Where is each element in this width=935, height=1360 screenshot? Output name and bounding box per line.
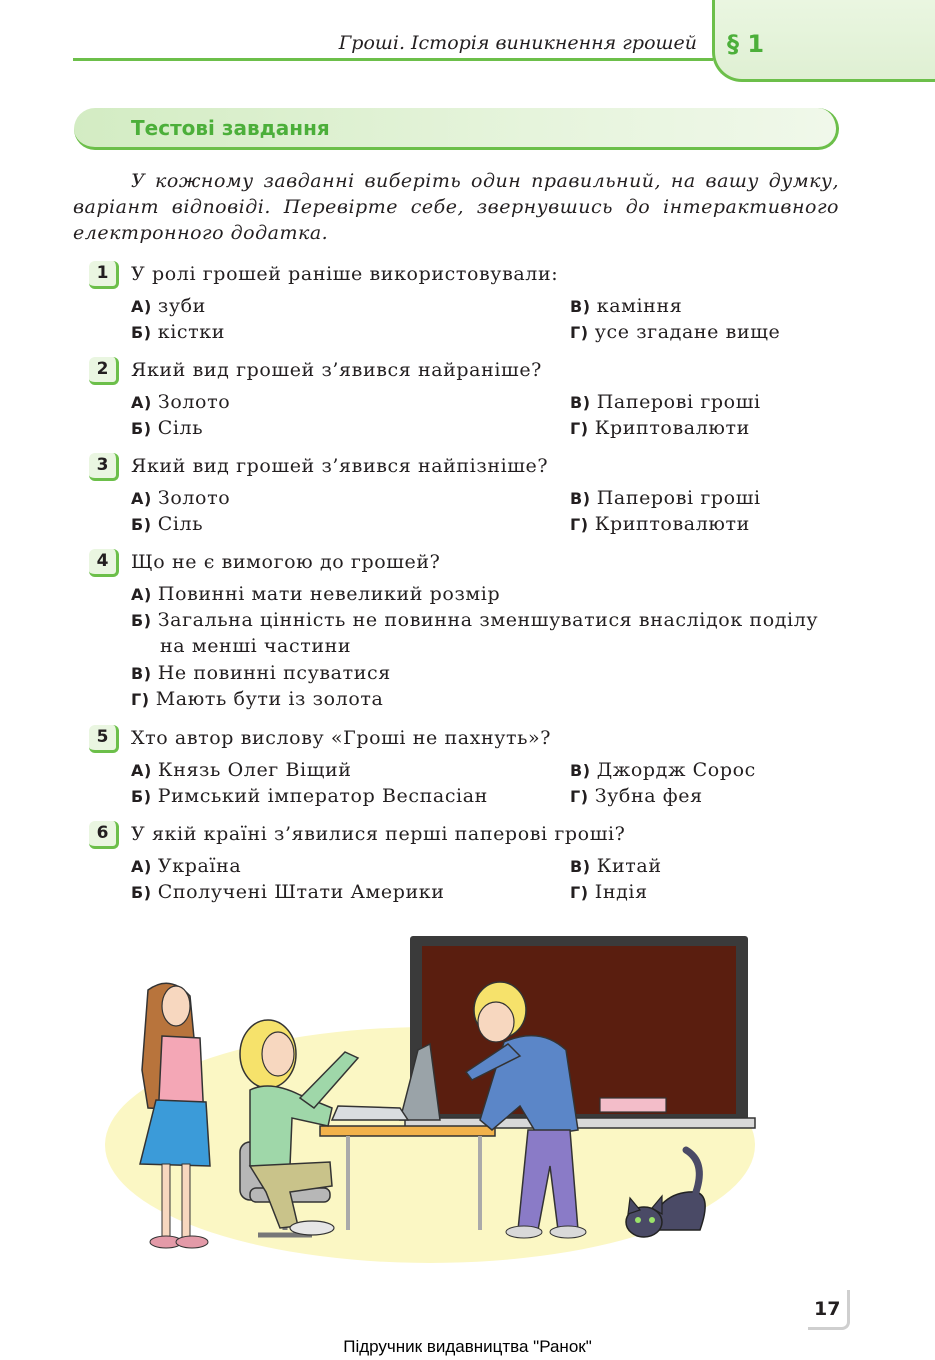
answer-text: Не повинні псуватися [157, 662, 391, 684]
answer-option[interactable] [131, 321, 225, 343]
answer-text: Індія [594, 881, 648, 903]
answer-option[interactable] [570, 391, 761, 413]
answer-text: Сполучені Штати Америки [157, 881, 445, 903]
answer-letter: А) [131, 489, 152, 508]
answer-letter: Г) [570, 787, 589, 806]
section-banner-title: Тестові завдання [131, 116, 330, 140]
answer-option[interactable] [131, 295, 206, 317]
page-number: 17 [808, 1290, 850, 1330]
answer-text: Римський імператор Веспасіан [157, 785, 488, 807]
answer-option[interactable] [131, 662, 391, 684]
answer-letter: В) [131, 664, 152, 683]
answer-option[interactable] [131, 855, 241, 877]
answer-letter: А) [131, 761, 152, 780]
question-text: Хто автор вислову «Гроші не пахнуть»? [131, 727, 552, 749]
answer-text: Китай [596, 855, 662, 877]
answer-option[interactable] [131, 391, 230, 413]
answer-letter: Г) [570, 419, 589, 438]
answer-letter: В) [570, 489, 591, 508]
answer-text: Джордж Сорос [596, 759, 756, 781]
answer-text: Паперові гроші [596, 487, 761, 509]
answer-letter: А) [131, 857, 152, 876]
answer-text: Зубна фея [594, 785, 703, 807]
answer-text: Сіль [157, 417, 204, 439]
answer-option[interactable] [570, 881, 648, 903]
answer-letter: Г) [570, 323, 589, 342]
answer-option[interactable] [570, 321, 780, 343]
answer-letter: В) [570, 761, 591, 780]
question-text: У якій країні з’явилися перші паперові гроші? [131, 823, 626, 845]
answer-letter: Б) [131, 883, 152, 902]
answer-letter: В) [570, 857, 591, 876]
question-text: Який вид грошей з’явився найраніше? [131, 359, 542, 381]
section-number: § 1 [727, 30, 765, 58]
answer-letter: Б) [131, 515, 152, 534]
answer-text-continuation: на менші частини [160, 635, 352, 657]
answer-letter: Б) [131, 323, 152, 342]
answer-text: Мають бути із золота [155, 688, 384, 710]
answer-option[interactable] [131, 688, 383, 710]
answer-letter: Г) [570, 883, 589, 902]
answer-text: каміння [596, 295, 683, 317]
answer-text: Загальна цінність не повинна зменшуватися внаслідок поділу [157, 609, 819, 631]
answer-text: Криптовалюти [594, 513, 750, 535]
answer-letter: В) [570, 393, 591, 412]
answer-option[interactable] [570, 759, 756, 781]
answer-letter: Б) [131, 611, 152, 630]
answer-option[interactable] [131, 785, 488, 807]
answer-letter: А) [131, 393, 152, 412]
answer-text: кістки [157, 321, 225, 343]
answer-option[interactable] [131, 759, 352, 781]
answer-letter: Г) [131, 690, 150, 709]
question-text: Який вид грошей з’явився найпізніше? [131, 455, 549, 477]
answer-letter: Б) [131, 787, 152, 806]
answer-letter: А) [131, 297, 152, 316]
question-text: Що не є вимогою до грошей? [131, 551, 441, 573]
answer-option[interactable] [570, 785, 703, 807]
answer-letter: Г) [570, 515, 589, 534]
question-number: 6 [89, 821, 119, 849]
answer-text: Золото [157, 391, 231, 413]
answer-letter: А) [131, 585, 152, 604]
answer-text: зуби [157, 295, 206, 317]
running-title: Гроші. Історія виникнення грошей [338, 32, 697, 54]
answer-text: усе згадане вище [594, 321, 781, 343]
answer-option[interactable] [131, 513, 203, 535]
question-number: 5 [89, 725, 119, 753]
answer-option[interactable] [570, 295, 682, 317]
question-number: 3 [89, 453, 119, 481]
answer-option[interactable] [570, 487, 761, 509]
answer-option[interactable] [131, 417, 203, 439]
answer-option[interactable] [570, 855, 662, 877]
answer-option[interactable] [131, 487, 230, 509]
answer-text: Золото [157, 487, 231, 509]
chalkboard [405, 936, 755, 1128]
answer-text: Повинні мати невеликий розмір [157, 583, 501, 605]
answer-letter: Б) [131, 419, 152, 438]
question-number: 2 [89, 357, 119, 385]
answer-option[interactable] [131, 583, 500, 605]
question-text: У ролі грошей раніше використовували: [131, 263, 559, 285]
answer-option[interactable] [570, 417, 750, 439]
question-number: 1 [89, 261, 119, 289]
answer-text: Паперові гроші [596, 391, 761, 413]
answer-option[interactable] [131, 609, 818, 631]
header-rule [73, 58, 713, 61]
answer-text: Сіль [157, 513, 204, 535]
instructions-paragraph: У кожному завданні виберіть один правильний, на вашу думку, варіант відповіді. Перевірте себе, звернувшись до інтерактивного електронного додатка. [73, 170, 839, 244]
question-number: 4 [89, 549, 119, 577]
answer-text: Князь Олег Віщий [157, 759, 352, 781]
answer-text: Криптовалюти [594, 417, 750, 439]
publisher-footer: Підручник видавництва "Ранок" [343, 1337, 592, 1356]
answer-letter: В) [570, 297, 591, 316]
answer-option[interactable] [570, 513, 750, 535]
classroom-illustration [100, 930, 760, 1270]
answer-option[interactable] [131, 881, 445, 903]
answer-text: Україна [157, 855, 242, 877]
